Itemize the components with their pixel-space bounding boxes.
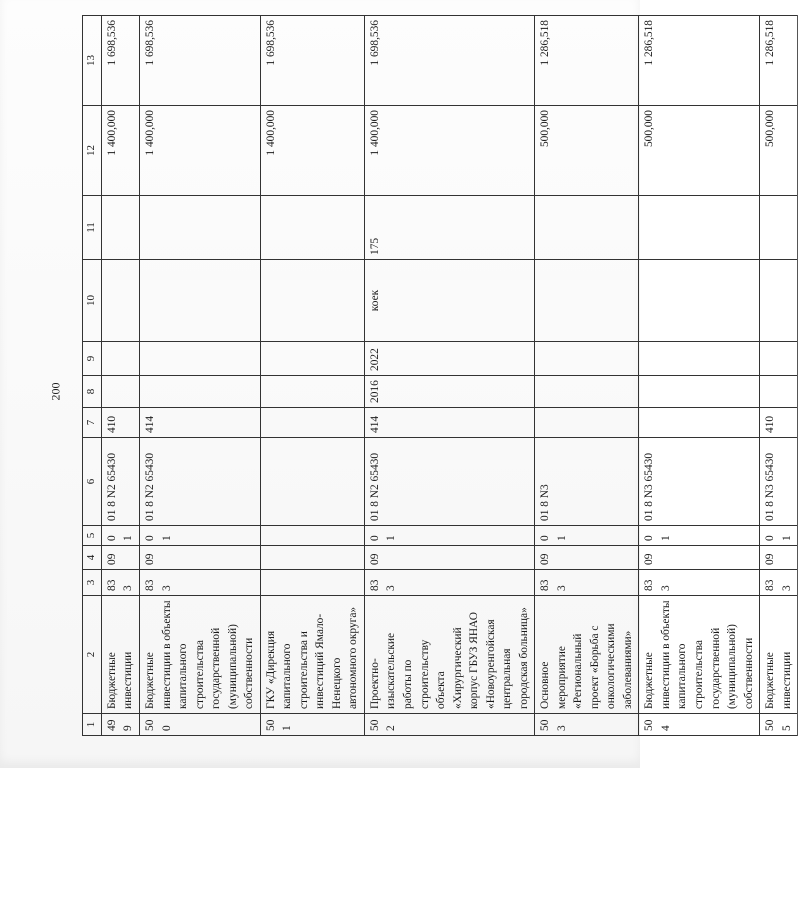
capacity-unit [140,260,261,342]
capacity-value: 175 [364,196,534,260]
amount-col-12: 1 400,000 [260,106,364,196]
subsection-code: 01 [535,526,639,546]
target-article-code: 01 8 N3 [535,438,639,526]
amount-col-12: 1 400,000 [364,106,534,196]
ministry-code: 833 [140,570,261,596]
col-header-10: 10 [83,260,102,342]
start-year [101,376,139,408]
capacity-unit [535,260,639,342]
item-name: Бюджетные инвестиции в объекты капитального строительства государственной (муниципальной) собственности [140,596,261,714]
subsection-code: 01 [101,526,139,546]
end-year [140,342,261,376]
amount-col-13: 1 698,536 [260,16,364,106]
capacity-value [101,196,139,260]
row-number: 505 [760,714,798,736]
subsection-code: 01 [639,526,760,546]
capacity-unit [760,260,798,342]
end-year [639,342,760,376]
col-header-1: 1 [83,714,102,736]
table-row-500 [140,16,261,736]
section-code: 09 [101,546,139,570]
amount-col-13: 1 286,518 [760,16,798,106]
col-header-13: 13 [83,16,102,106]
row-number: 504 [639,714,760,736]
capacity-value [260,196,364,260]
target-article-code: 01 8 N2 65430 [101,438,139,526]
expense-type-code [639,408,760,438]
item-name: ГКУ «Дирекция капитального строительства и инвестиций Ямало-Ненецкого автономного округа» [260,596,364,714]
subsection-code [260,526,364,546]
row-number: 502 [364,714,534,736]
target-article-code: 01 8 N3 65430 [639,438,760,526]
capacity-unit [639,260,760,342]
target-article-code: 01 8 N3 65430 [760,438,798,526]
column-number-row [83,16,102,736]
capacity-value [760,196,798,260]
amount-col-12: 500,000 [760,106,798,196]
start-year [535,376,639,408]
expense-type-code [535,408,639,438]
ministry-code [260,570,364,596]
row-number: 499 [101,714,139,736]
expense-type-code: 414 [364,408,534,438]
start-year [140,376,261,408]
rotated-table-frame [82,16,793,736]
col-header-8: 8 [83,376,102,408]
item-name: Основное мероприятие «Региональный проект «Борьба с онкологическими заболеваниями» [535,596,639,714]
ministry-code: 833 [639,570,760,596]
end-year [101,342,139,376]
table-row-505 [760,16,798,736]
ministry-code: 833 [760,570,798,596]
target-article-code: 01 8 N2 65430 [140,438,261,526]
section-code: 09 [535,546,639,570]
section-code: 09 [364,546,534,570]
section-code [260,546,364,570]
budget-table [82,15,798,736]
amount-col-12: 500,000 [639,106,760,196]
section-code: 09 [140,546,261,570]
end-year [260,342,364,376]
capacity-value [639,196,760,260]
start-year [260,376,364,408]
amount-col-12: 1 400,000 [140,106,261,196]
col-header-2: 2 [83,596,102,714]
end-year: 2022 [364,342,534,376]
ministry-code: 833 [101,570,139,596]
row-number: 500 [140,714,261,736]
col-header-9: 9 [83,342,102,376]
expense-type-code [260,408,364,438]
item-name: Бюджетные инвестиции [760,596,798,714]
amount-col-13: 1 286,518 [639,16,760,106]
col-header-7: 7 [83,408,102,438]
table-row-503 [535,16,639,736]
item-name: Бюджетные инвестиции [101,596,139,714]
amount-col-13: 1 698,536 [364,16,534,106]
subsection-code: 01 [140,526,261,546]
start-year [639,376,760,408]
target-article-code [260,438,364,526]
subsection-code: 01 [364,526,534,546]
ministry-code: 833 [535,570,639,596]
table-row-499 [101,16,139,736]
expense-type-code: 410 [760,408,798,438]
capacity-value [140,196,261,260]
capacity-unit: коек [364,260,534,342]
row-number: 501 [260,714,364,736]
item-name: Бюджетные инвестиции в объекты капитального строительства государственной (муниципальной) собственности [639,596,760,714]
amount-col-13: 1 698,536 [140,16,261,106]
section-code: 09 [760,546,798,570]
section-code: 09 [639,546,760,570]
start-year [760,376,798,408]
col-header-11: 11 [83,196,102,260]
subsection-code: 01 [760,526,798,546]
table-row-502 [364,16,534,736]
col-header-5: 5 [83,526,102,546]
item-name: Проектно-изыскательские работы по строительству объекта «Хирургический корпус ГБУЗ ЯНАО «Новоуренгойская центральная городская больница» [364,596,534,714]
expense-type-code: 414 [140,408,261,438]
end-year [535,342,639,376]
amount-col-12: 1 400,000 [101,106,139,196]
capacity-value [535,196,639,260]
table-row-501 [260,16,364,736]
col-header-12: 12 [83,106,102,196]
expense-type-code: 410 [101,408,139,438]
col-header-6: 6 [83,438,102,526]
amount-col-13: 1 698,536 [101,16,139,106]
end-year [760,342,798,376]
col-header-3: 3 [83,570,102,596]
page-number: 200 [48,382,63,401]
budget-table-container [82,16,793,736]
capacity-unit [101,260,139,342]
ministry-code: 833 [364,570,534,596]
target-article-code: 01 8 N2 65430 [364,438,534,526]
amount-col-12: 500,000 [535,106,639,196]
table-row-504 [639,16,760,736]
amount-col-13: 1 286,518 [535,16,639,106]
start-year: 2016 [364,376,534,408]
col-header-4: 4 [83,546,102,570]
capacity-unit [260,260,364,342]
row-number: 503 [535,714,639,736]
